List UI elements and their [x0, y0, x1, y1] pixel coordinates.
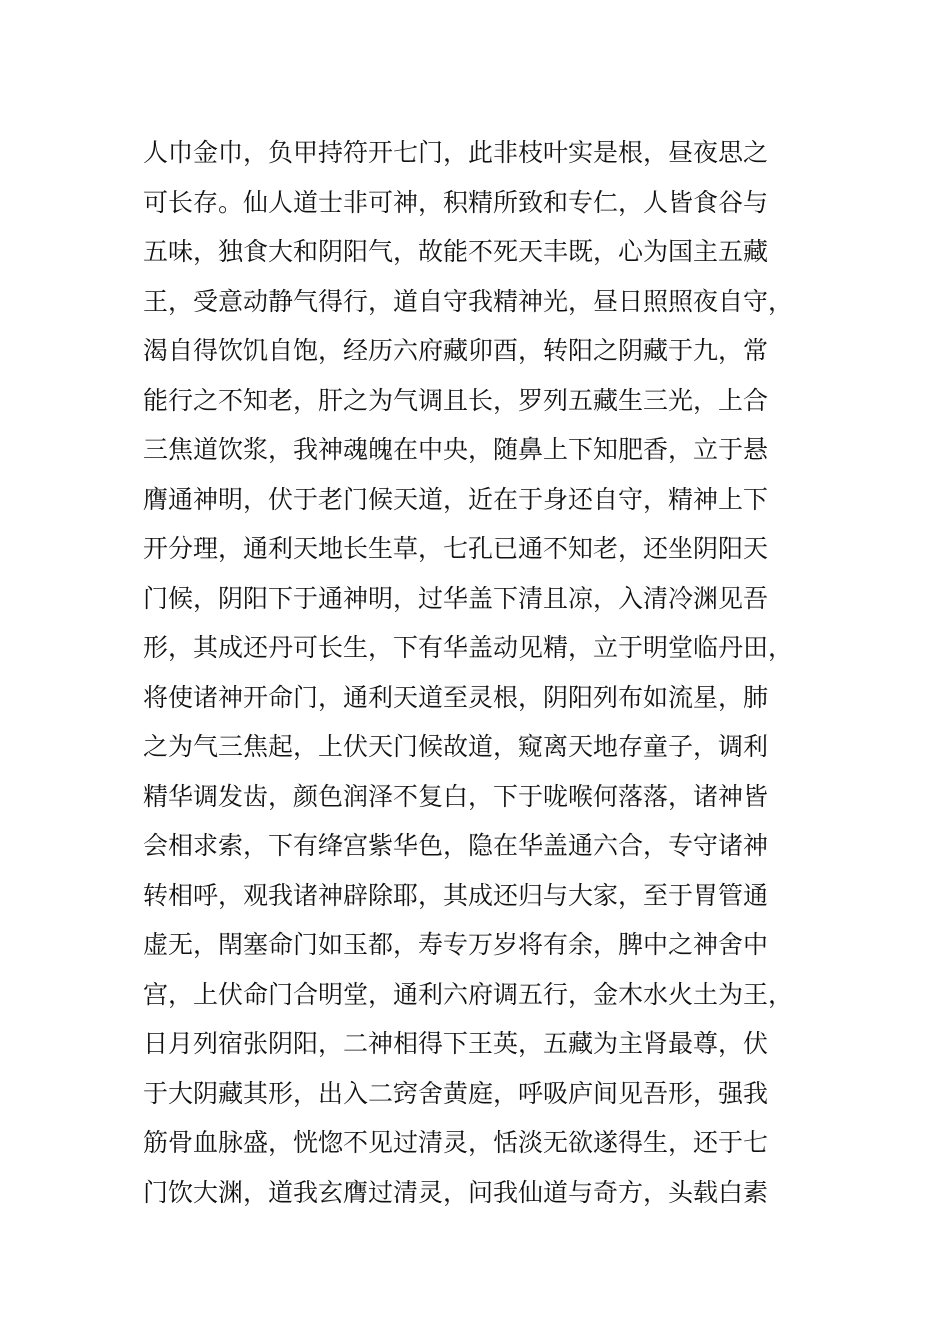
text-line: 三焦道饮浆，我神魂魄在中央，随鼻上下知肥香，立于悬 [143, 435, 769, 464]
text-line: 渴自得饮饥自饱，经历六府藏卯酉，转阳之阴藏于九，常 [143, 336, 769, 365]
text-line: 门候，阴阳下于通神明，过华盖下清且凉，入清冷渊见吾 [143, 583, 769, 613]
text-line: 精华调发齿，颜色润泽不复白，下于咙喉何落落，诸神皆 [143, 781, 769, 811]
text-line: 五味，独食大和阴阳气，故能不死天丰既，心为国主五藏 [143, 237, 769, 266]
text-line: 之为气三焦起，上伏天门候故道，窥离天地存童子，调利 [143, 732, 769, 761]
text-line: 会相求索，下有绛宫紫华色，隐在华盖通六合，专守诸神 [143, 831, 769, 860]
text-line: 开分理，通利天地长生草，七孔已通不知老，还坐阴阳天 [143, 534, 769, 563]
text-line: 门饮大渊，道我玄膺过清灵，问我仙道与奇方，头载白素 [143, 1177, 769, 1207]
text-line: 虚无，閈塞命门如玉都，寿专万岁将有余，脾中之神舍中 [143, 930, 769, 959]
body-text [143, 128, 803, 1217]
text-line: 人巾金巾，负甲持符开七门，此非枝叶实是根，昼夜思之 [143, 138, 769, 167]
text-line: 筋骨血脉盛，恍惚不见过清灵，恬淡无欲遂得生，还于七 [143, 1128, 769, 1157]
text-line: 膺通神明，伏于老门候天道，近在于身还自守，精神上下 [143, 484, 769, 514]
text-line: 形，其成还丹可长生，下有华盖动见精，立于明堂临丹田， [143, 633, 794, 662]
text-line: 王，受意动静气得行，道自守我精神光，昼日照照夜自守， [143, 286, 794, 316]
text-line: 于大阴藏其形，出入二窍舍黄庭，呼吸庐间见吾形，强我 [143, 1078, 769, 1108]
text-line: 能行之不知老，肝之为气调且长，罗列五藏生三光，上合 [143, 385, 769, 415]
text-line: 转相呼，观我诸神辟除耶，其成还归与大家，至于胃管通 [143, 880, 769, 910]
text-line: 可长存。仙人道士非可神，积精所致和专仁，人皆食谷与 [143, 187, 769, 217]
text-line: 宫，上伏命门合明堂，通利六府调五行，金木水火土为王， [143, 979, 794, 1009]
text-line: 将使诸神开命门，通利天道至灵根，阴阳列布如流星，肺 [143, 682, 769, 712]
text-line: 日月列宿张阴阳，二神相得下王英，五藏为主肾最尊，伏 [143, 1029, 769, 1058]
